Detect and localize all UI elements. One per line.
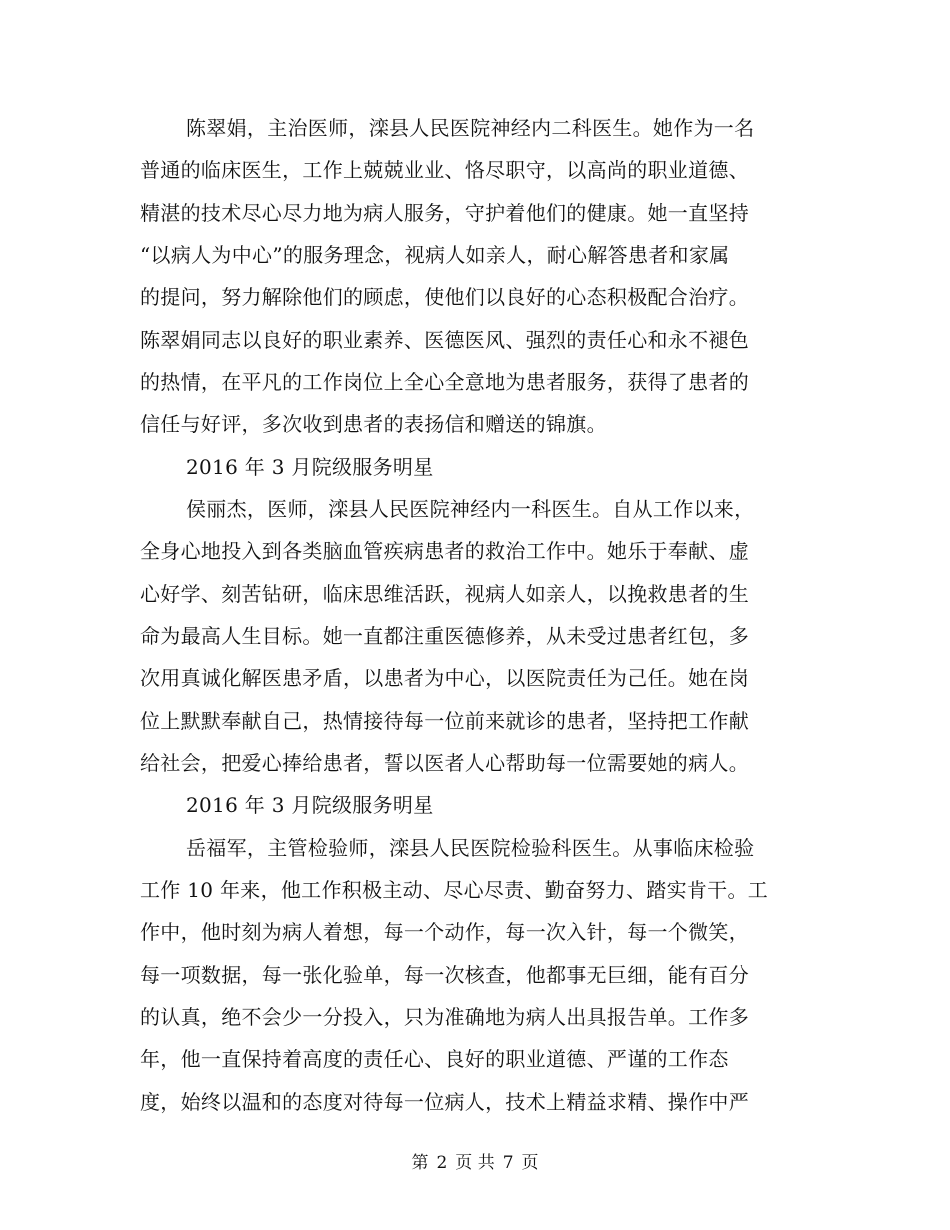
paragraph-line: 每一项数据，每一张化验单，每一次核查，他都事无巨细，能有百分 [140, 963, 749, 987]
paragraph-line: 陈翠娟同志以良好的职业素养、医德医风、强烈的责任心和永不褪色 [140, 328, 749, 352]
section-heading: 2016 年 3 月院级服务明星 [186, 455, 434, 479]
paragraph-line: 位上默默奉献自己，热情接待每一位前来就诊的患者，坚持把工作献 [140, 709, 749, 733]
paragraph-line: 工作 10 年来，他工作积极主动、尽心尽责、勤奋努力、踏实肯干。工 [140, 878, 769, 902]
footer-middle: 页 共 [455, 1153, 495, 1173]
paragraph-line: 命为最高人生目标。她一直都注重医德修养，从未受过患者红包，多 [140, 624, 749, 648]
paragraph-line: 度，始终以温和的态度对待每一位病人，技术上精益求精、操作中严 [140, 1090, 749, 1114]
footer-total-pages: 7 [502, 1153, 514, 1173]
paragraph-line: 的热情，在平凡的工作岗位上全心全意地为患者服务，获得了患者的 [140, 370, 749, 394]
paragraph-line: 次用真诚化解医患矛盾，以患者为中心，以医院责任为己任。她在岗 [140, 666, 749, 690]
paragraph-line: “以病人为中心”的服务理念，视病人如亲人，耐心解答患者和家属 [140, 243, 730, 267]
paragraph-line: 岳福军，主管检验师，滦县人民医院检验科医生。从事临床检验 [186, 836, 755, 860]
paragraph-line: 陈翠娟，主治医师，滦县人民医院神经内二科医生。她作为一名 [186, 116, 755, 140]
page-footer [0, 1152, 950, 1174]
paragraph-line: 心好学、刻苦钻研，临床思维活跃，视病人如亲人，以挽救患者的生 [140, 582, 749, 606]
footer-page-number: 2 [436, 1153, 448, 1173]
paragraph-line: 年，他一直保持着高度的责任心、良好的职业道德、严谨的工作态 [140, 1047, 729, 1071]
paragraph-line: 作中，他时刻为病人着想，每一个动作，每一次入针，每一个微笑， [140, 920, 749, 944]
footer-prefix: 第 [411, 1153, 429, 1173]
paragraph-line: 给社会，把爱心捧给患者，誓以医者人心帮助每一位需要她的病人。 [140, 751, 749, 775]
paragraph-line: 精湛的技术尽心尽力地为病人服务，守护着他们的健康。她一直坚持 [140, 201, 749, 225]
paragraph-line: 信任与好评，多次收到患者的表扬信和赠送的锦旗。 [140, 412, 607, 436]
paragraph-line: 的提问，努力解除他们的顾虑，使他们以良好的心态积极配合治疗。 [140, 285, 749, 309]
paragraph-line: 全身心地投入到各类脑血管疾病患者的救治工作中。她乐于奉献、虚 [140, 539, 749, 563]
paragraph-line: 普通的临床医生，工作上兢兢业业、恪尽职守，以高尚的职业道德、 [140, 158, 749, 182]
paragraph-line: 侯丽杰，医师，滦县人民医院神经内一科医生。自从工作以来， [186, 497, 755, 521]
paragraph-line: 的认真，绝不会少一分投入，只为准确地为病人出具报告单。工作多 [140, 1005, 749, 1029]
footer-suffix: 页 [521, 1153, 539, 1173]
section-heading: 2016 年 3 月院级服务明星 [186, 793, 434, 817]
